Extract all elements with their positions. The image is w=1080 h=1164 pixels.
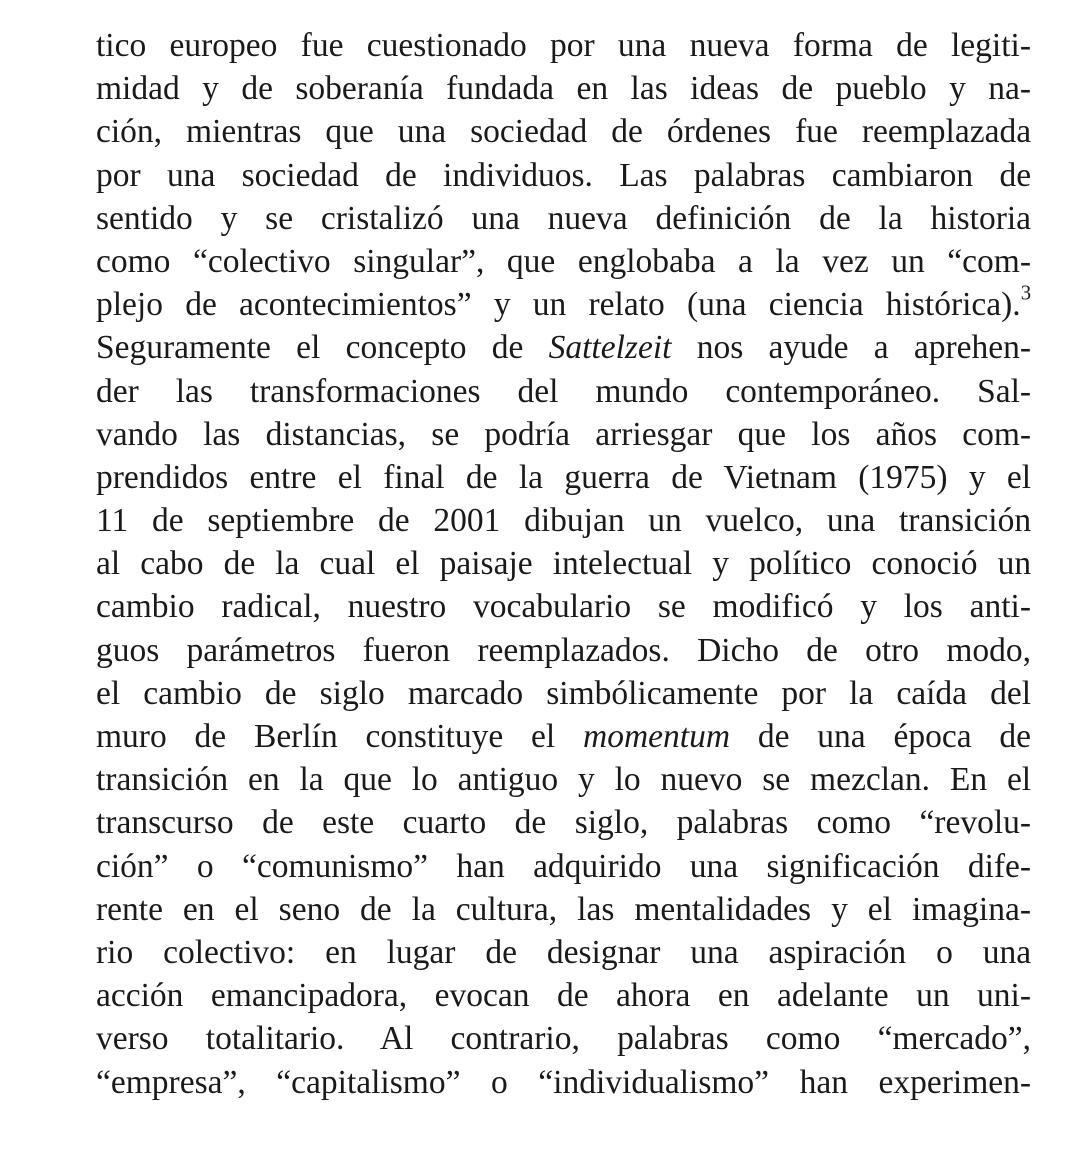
text-segment: “capitalismo” [276, 1063, 461, 1101]
text-segment: político [749, 545, 852, 583]
text-segment: el [867, 890, 892, 928]
text-line [96, 1061, 1031, 1104]
text-segment: en [717, 977, 750, 1015]
text-segment: de [485, 933, 517, 971]
text-line [96, 456, 1031, 499]
text-segment: de [611, 113, 643, 151]
text-segment: dibujan [524, 502, 625, 540]
text-segment: o [196, 847, 214, 885]
text-segment: de [491, 329, 524, 367]
text-segment: las [630, 70, 668, 108]
text-segment: forma [792, 27, 873, 64]
text-segment: definición [655, 199, 792, 237]
text-segment: cambiaron [831, 156, 974, 194]
text-segment: de [999, 718, 1032, 755]
text-segment: de [819, 199, 851, 237]
text-segment: pueblo [835, 70, 927, 108]
text-segment: y [831, 890, 848, 928]
text-segment: En [949, 761, 988, 799]
text-segment: Las [619, 156, 668, 194]
text-line [96, 672, 1031, 715]
text-segment: septiembre [207, 502, 355, 540]
text-segment: del [517, 372, 559, 410]
text-segment: y [578, 761, 595, 799]
text-segment: concepto [345, 329, 467, 367]
text-segment: parámetros [186, 631, 336, 669]
text-segment: de [806, 631, 838, 669]
text-line [96, 801, 1031, 844]
text-segment: a [738, 242, 753, 280]
text-line [96, 197, 1031, 240]
text-segment: una [817, 718, 866, 755]
text-segment: un [997, 545, 1032, 583]
text-segment: “colectivo [192, 242, 331, 280]
text-segment: un [648, 502, 682, 540]
text-line [96, 974, 1031, 1017]
text-segment: guos [96, 631, 160, 669]
text-segment: y [202, 70, 219, 108]
text-segment: al [96, 545, 121, 583]
text-segment: vando [96, 415, 178, 453]
text-segment: del [990, 674, 1032, 712]
text-segment: experimen- [878, 1063, 1032, 1101]
text-segment: “revolu- [919, 804, 1032, 842]
text-segment: se [762, 761, 791, 799]
text-segment: plejo [96, 286, 163, 324]
text-segment: transcurso [96, 804, 234, 842]
text-segment: de [385, 156, 417, 194]
text-segment: individuos. [443, 156, 593, 194]
text-segment: ción” [96, 847, 169, 885]
text-segment: der [96, 372, 139, 410]
text-segment: caída [896, 674, 968, 712]
text-segment: guerra [564, 458, 650, 496]
text-segment: sociedad [470, 113, 588, 151]
text-segment: una [982, 933, 1032, 971]
text-segment: y [493, 286, 511, 324]
text-segment: Seguramente [96, 329, 271, 367]
text-segment: el [337, 458, 362, 496]
text-segment: una [826, 502, 876, 540]
text-segment: Berlín [253, 718, 338, 755]
italic-term: momentum [583, 718, 731, 755]
text-segment: lo [411, 761, 438, 799]
text-line [96, 240, 1031, 283]
text-segment: ahora [616, 977, 691, 1015]
text-segment: transición [96, 761, 229, 799]
text-segment: que [325, 113, 374, 151]
text-segment: una [471, 199, 520, 237]
text-segment: los [811, 415, 851, 453]
text-segment: contrario, [450, 1020, 580, 1058]
text-segment: de [896, 27, 928, 64]
text-segment: que [506, 242, 556, 280]
text-segment: final [383, 458, 445, 496]
text-line [96, 715, 1031, 758]
text-segment: se [431, 415, 460, 453]
text-segment: (una [686, 286, 747, 324]
text-segment: siglo, [574, 804, 649, 842]
text-segment: ideas [690, 70, 760, 108]
text-line [96, 758, 1031, 801]
text-segment: la [878, 199, 903, 237]
text-segment: que [343, 761, 392, 799]
text-segment: la [518, 458, 544, 496]
text-segment: cabo [140, 545, 204, 583]
text-segment: “comunismo” [241, 847, 429, 885]
text-segment: de [757, 718, 790, 755]
text-segment: y [968, 458, 986, 496]
text-segment: ción, [96, 113, 163, 151]
text-segment: palabras [693, 156, 806, 194]
text-line [96, 1017, 1031, 1060]
text-segment: otro [865, 631, 920, 669]
text-segment: anti- [969, 588, 1031, 626]
text-segment: sociedad [241, 156, 359, 194]
text-line [96, 24, 1031, 67]
text-segment: palabras [676, 804, 789, 842]
text-segment: de [360, 890, 392, 928]
text-segment: podría [484, 415, 571, 453]
text-segment: evocan [434, 977, 530, 1015]
text-segment: marcado [407, 674, 524, 712]
text-segment: fundada [446, 70, 555, 108]
text-segment: “com- [947, 242, 1031, 280]
text-segment: han [456, 847, 505, 885]
text-segment: de [514, 804, 547, 842]
text-segment: histórica). [885, 286, 1021, 324]
text-segment: significación [766, 847, 940, 885]
text-segment: mientras [186, 113, 302, 151]
text-segment: seno [278, 890, 341, 928]
text-segment: verso [96, 1020, 169, 1058]
body-paragraph [96, 24, 1031, 1104]
text-segment: englobaba [577, 242, 716, 280]
text-segment: constituye [365, 718, 504, 755]
text-segment: una [617, 27, 667, 64]
text-segment: una [166, 156, 216, 194]
text-segment: de [465, 458, 498, 496]
text-segment: soberanía [295, 70, 424, 108]
text-segment: 11 [96, 502, 129, 540]
text-segment: simbólicamente [546, 674, 759, 712]
text-segment: las [577, 890, 615, 928]
text-segment: de [151, 502, 184, 540]
text-segment: han [799, 1063, 848, 1101]
text-segment: ciencia [768, 286, 864, 324]
text-segment: tico [96, 27, 147, 64]
text-line [96, 931, 1031, 974]
text-segment: siglo [319, 674, 385, 712]
text-line [96, 888, 1031, 931]
text-segment: de [378, 502, 410, 540]
text-segment: mundo [595, 372, 689, 410]
text-segment: el [1006, 458, 1032, 496]
text-segment: Dicho [697, 631, 779, 669]
text-segment: una [690, 933, 739, 971]
text-segment: adelante [777, 977, 889, 1015]
text-segment: el [1006, 761, 1032, 799]
text-segment: rio [96, 933, 134, 971]
text-segment: cambio [96, 588, 195, 626]
text-segment: y [949, 70, 966, 108]
text-line [96, 67, 1031, 110]
text-segment: aspiración [768, 933, 907, 971]
text-segment: en [247, 761, 280, 799]
text-segment: la [775, 242, 800, 280]
text-segment: adquirido [533, 847, 662, 885]
text-segment: Al [379, 1020, 414, 1058]
text-segment: y [220, 199, 238, 237]
text-segment: nos [696, 329, 744, 367]
text-segment: o [491, 1063, 508, 1101]
text-segment: entre [249, 458, 317, 496]
text-segment: una [689, 847, 739, 885]
text-segment: el [234, 890, 259, 928]
text-segment: de [241, 70, 273, 108]
text-segment: palabras [617, 1020, 729, 1058]
text-segment: nuevo [660, 761, 743, 799]
text-segment: na- [988, 70, 1032, 108]
text-segment: “individualismo” [538, 1063, 770, 1101]
text-segment: en [325, 933, 357, 971]
text-segment: ayude [768, 329, 849, 367]
italic-term: Sattelzeit [548, 329, 672, 367]
text-segment: vez [822, 242, 869, 280]
text-segment: (1975) [858, 458, 948, 496]
text-line [96, 845, 1031, 888]
text-segment: de [556, 977, 589, 1015]
text-segment: modificó [712, 588, 834, 626]
text-line [96, 499, 1031, 542]
text-segment: historia [930, 199, 1032, 237]
text-segment: la [411, 890, 436, 928]
text-segment: transición [899, 502, 1032, 540]
text-line [96, 629, 1031, 672]
text-segment: sentido [96, 199, 193, 237]
text-segment: europeo [169, 27, 278, 64]
text-segment: de [185, 286, 217, 324]
text-segment: como [816, 804, 892, 842]
text-segment: fueron [362, 631, 451, 669]
text-segment: se [657, 588, 686, 626]
text-segment: como [765, 1020, 841, 1058]
text-segment: de [223, 545, 256, 583]
text-segment: a [873, 329, 889, 367]
text-segment: fue [300, 27, 344, 64]
text-segment: de [671, 458, 703, 496]
text-segment: legiti- [950, 27, 1031, 64]
text-segment: de [264, 674, 297, 712]
text-segment: modo, [946, 631, 1031, 669]
text-segment: las [175, 372, 213, 410]
text-segment: de [781, 70, 814, 108]
text-segment: un [916, 977, 950, 1015]
text-segment: “mercado”, [877, 1020, 1032, 1058]
text-segment: como [96, 242, 171, 280]
text-line [96, 542, 1031, 585]
text-segment: de [999, 156, 1032, 194]
text-segment: por [96, 156, 141, 194]
text-segment: por [550, 27, 595, 64]
text-segment: 2001 [433, 502, 501, 540]
text-segment: Vietnam [723, 458, 837, 496]
text-segment: dife- [967, 847, 1032, 885]
text-segment: en [182, 890, 215, 928]
text-line [96, 110, 1031, 153]
text-segment: rente [96, 890, 163, 928]
text-segment: intelectual [552, 545, 693, 583]
text-segment: el [531, 718, 556, 755]
text-segment: com- [962, 415, 1032, 453]
text-segment: colectivo: [163, 933, 296, 971]
text-segment: se [265, 199, 294, 237]
text-segment: y [712, 545, 730, 583]
text-segment: una [397, 113, 447, 151]
text-segment: acontecimientos” [239, 286, 472, 324]
text-line [96, 585, 1031, 628]
text-segment: la [849, 674, 874, 712]
text-segment: nuestro [347, 588, 447, 626]
text-segment: que [737, 415, 787, 453]
text-segment: órdenes [666, 113, 772, 151]
text-segment: en [576, 70, 609, 108]
text-segment: cristalizó [320, 199, 444, 237]
text-segment: años [875, 415, 938, 453]
text-segment: conoció [871, 545, 978, 583]
text-segment: transformaciones [249, 372, 481, 410]
text-segment: cuestionado [366, 27, 527, 64]
text-segment: prendidos [96, 458, 229, 496]
text-line [96, 413, 1031, 456]
text-segment: reemplazada [861, 113, 1032, 151]
text-segment: el [296, 329, 321, 367]
text-segment: acción [96, 977, 184, 1015]
text-segment: vuelco, [705, 502, 804, 540]
text-segment: el [96, 674, 121, 712]
text-segment: un [891, 242, 925, 280]
text-segment: cuarto [402, 804, 487, 842]
text-line [96, 283, 1031, 326]
text-segment: de [194, 718, 227, 755]
text-segment: totalitario. [205, 1020, 345, 1058]
footnote-marker[interactable]: 3 [1020, 281, 1032, 305]
text-segment: un [532, 286, 567, 324]
text-segment: antiguo [457, 761, 559, 799]
text-segment: radical, [221, 588, 321, 626]
text-segment: “empresa”, [96, 1063, 246, 1101]
text-segment: contemporáneo. [725, 372, 941, 410]
text-segment: emancipadora, [210, 977, 408, 1015]
text-segment: designar [546, 933, 661, 971]
text-segment: imagina- [911, 890, 1032, 928]
text-segment: de [262, 804, 294, 842]
text-segment: relato [588, 286, 665, 324]
text-segment: reemplazados. [477, 631, 670, 669]
text-segment: lo [614, 761, 641, 799]
text-segment: nueva [689, 27, 770, 64]
text-segment: midad [96, 70, 180, 108]
text-segment: uni- [977, 977, 1031, 1015]
text-line [96, 154, 1031, 197]
text-segment: fue [795, 113, 838, 151]
text-segment: el [395, 545, 420, 583]
text-segment: cual [319, 545, 376, 583]
text-segment: o [936, 933, 953, 971]
text-segment: arriesgar [595, 415, 713, 453]
text-segment: la [275, 545, 300, 583]
text-segment: distancias, [265, 415, 407, 453]
text-segment: vocabulario [473, 588, 632, 626]
text-line [96, 370, 1031, 413]
text-segment: paisaje [439, 545, 533, 583]
text-segment: muro [96, 718, 167, 755]
text-segment: y [860, 588, 877, 626]
text-segment: época [893, 718, 972, 755]
text-segment: singular”, [353, 242, 485, 280]
text-segment: nueva [547, 199, 628, 237]
text-segment: este [322, 804, 375, 842]
text-line [96, 326, 1031, 369]
text-segment: aprehen- [913, 329, 1032, 367]
text-segment: lugar [386, 933, 456, 971]
text-segment: las [203, 415, 241, 453]
text-segment: cambio [143, 674, 242, 712]
text-segment: la [299, 761, 324, 799]
text-segment: mezclan. [810, 761, 930, 799]
text-segment: por [781, 674, 827, 712]
text-segment: cultura, [455, 890, 558, 928]
text-segment: Sal- [977, 372, 1032, 410]
text-segment: los [903, 588, 943, 626]
text-segment: mentalidades [634, 890, 812, 928]
